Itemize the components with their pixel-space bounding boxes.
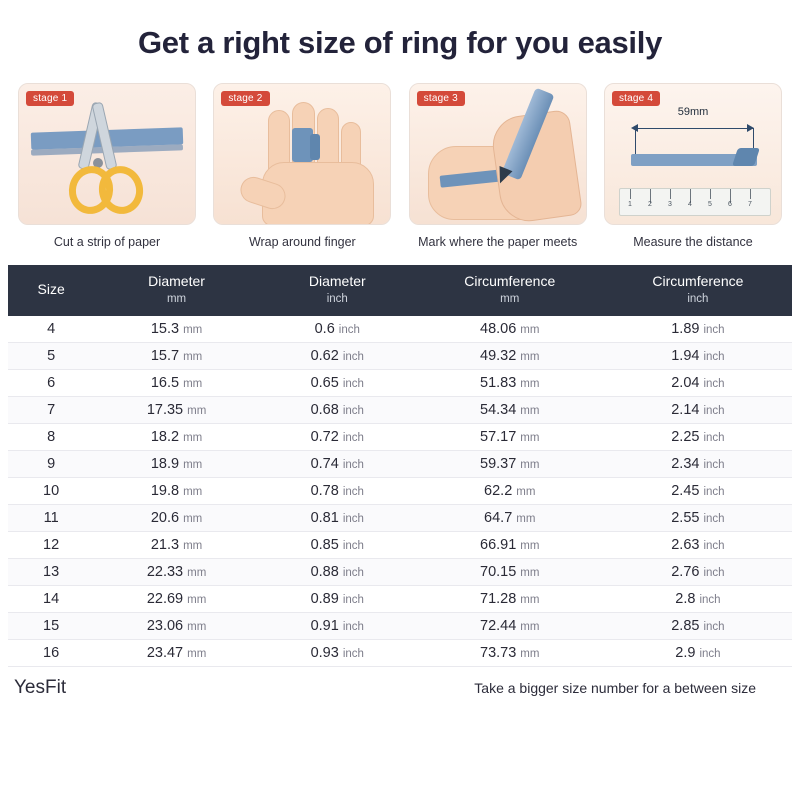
cell-diameter-mm-value: 20.6: [150, 510, 180, 527]
measurement-label: 59mm: [677, 106, 709, 119]
brand-logo: YesFit: [14, 677, 67, 699]
column-header-size-label: Size: [37, 280, 65, 297]
cell-circumference-mm-value: 51.83: [480, 375, 517, 392]
cell-size: [8, 424, 94, 451]
cell-circumference-mm-unit: mm: [520, 405, 540, 418]
column-header-diameter-mm: [94, 265, 259, 316]
cell-size-value: 8: [47, 429, 56, 446]
cell-size: [8, 640, 94, 667]
cell-diameter-mm: [94, 532, 259, 559]
cell-size: [8, 559, 94, 586]
stage-2: [211, 83, 393, 249]
cell-diameter-mm-unit: mm: [183, 513, 203, 526]
cell-diameter-mm-value: 18.2: [150, 429, 180, 446]
cell-diameter-mm-value: 23.06: [146, 618, 184, 635]
cell-circumference-mm-unit: mm: [520, 351, 540, 364]
cell-circumference-mm-unit: mm: [520, 594, 540, 607]
cell-circumference-mm: [416, 424, 604, 451]
cell-diameter-inch-value: 0.89: [310, 591, 339, 608]
cell-circumference-mm-unit: mm: [520, 432, 540, 445]
table-row: [8, 397, 792, 424]
table-body: [8, 316, 792, 667]
cell-size: [8, 586, 94, 613]
cell-circumference-inch-value: 2.14: [671, 402, 700, 419]
cell-diameter-inch: [259, 397, 416, 424]
cell-circumference-mm: [416, 559, 604, 586]
cell-diameter-inch-value: 0.65: [310, 375, 339, 392]
cell-circumference-inch-unit: inch: [703, 621, 725, 634]
cell-circumference-inch-unit: inch: [703, 540, 725, 553]
cell-diameter-inch: [259, 505, 416, 532]
cell-circumference-inch-value: 2.76: [671, 564, 700, 581]
cell-diameter-mm-unit: mm: [187, 621, 207, 634]
column-header-diameter-mm-unit: mm: [166, 292, 187, 305]
column-header-circumference-inch-label: Circumference: [652, 273, 744, 290]
cell-circumference-inch: [604, 316, 792, 343]
cell-diameter-inch: [259, 613, 416, 640]
cell-circumference-inch: [604, 559, 792, 586]
stage-4-image: [604, 83, 782, 225]
cell-diameter-mm-value: 15.7: [150, 348, 180, 365]
ruler-number: 3: [667, 201, 672, 209]
cell-diameter-mm-value: 22.69: [146, 591, 184, 608]
cell-diameter-inch-unit: inch: [342, 432, 364, 445]
cell-circumference-inch-value: 2.9: [675, 645, 696, 662]
table-row: [8, 451, 792, 478]
cell-diameter-mm-unit: mm: [187, 567, 207, 580]
cell-size: [8, 316, 94, 343]
cell-circumference-mm: [416, 640, 604, 667]
table-row: [8, 478, 792, 505]
cell-diameter-inch-unit: inch: [342, 486, 364, 499]
cell-circumference-inch-unit: inch: [703, 486, 725, 499]
cell-size-value: 13: [43, 564, 60, 581]
cell-circumference-inch: [604, 343, 792, 370]
cell-circumference-mm-unit: mm: [520, 567, 540, 580]
cell-circumference-inch-value: 1.89: [671, 321, 700, 338]
cell-diameter-mm-unit: mm: [187, 405, 207, 418]
cell-circumference-mm-value: 49.32: [480, 348, 517, 365]
cell-circumference-inch-value: 2.85: [671, 618, 700, 635]
stage-1: [16, 83, 198, 249]
column-header-diameter-inch: [259, 265, 416, 316]
cell-size-value: 12: [43, 537, 60, 554]
cell-diameter-inch-value: 0.93: [310, 645, 339, 662]
cell-diameter-mm: [94, 586, 259, 613]
cell-circumference-mm-value: 54.34: [480, 402, 517, 419]
cell-diameter-mm: [94, 640, 259, 667]
cell-circumference-mm: [416, 478, 604, 505]
cell-circumference-inch-unit: inch: [703, 459, 725, 472]
stage-1-image: [18, 83, 196, 225]
cell-diameter-mm: [94, 424, 259, 451]
cell-size-value: 7: [47, 402, 56, 419]
column-header-circumference-mm: [416, 265, 604, 316]
cell-circumference-mm: [416, 316, 604, 343]
cell-circumference-mm: [416, 505, 604, 532]
cell-circumference-inch: [604, 532, 792, 559]
column-header-circumference-inch-unit: inch: [687, 292, 709, 305]
stage-3-image: [409, 83, 587, 225]
cell-diameter-inch-unit: inch: [342, 540, 364, 553]
cell-circumference-inch-unit: inch: [703, 432, 725, 445]
ruler-number: 2: [647, 201, 652, 209]
cell-size-value: 4: [47, 321, 56, 338]
cell-diameter-mm: [94, 559, 259, 586]
cell-circumference-inch-unit: inch: [703, 324, 725, 337]
cell-circumference-inch: [604, 451, 792, 478]
cell-diameter-inch-unit: inch: [342, 594, 364, 607]
footer-note: Take a bigger size number for a between size: [474, 680, 756, 697]
cell-diameter-mm-value: 21.3: [150, 537, 180, 554]
cell-circumference-inch: [604, 370, 792, 397]
cell-size-value: 9: [47, 456, 56, 473]
table-row: [8, 640, 792, 667]
ruler-number: 7: [747, 201, 752, 209]
cell-circumference-inch-value: 2.25: [671, 429, 700, 446]
cell-circumference-inch-value: 2.45: [671, 483, 700, 500]
cell-circumference-mm-value: 62.2: [484, 483, 513, 500]
cell-diameter-mm-value: 18.9: [150, 456, 180, 473]
cell-size-value: 15: [43, 618, 60, 635]
cell-diameter-mm: [94, 397, 259, 424]
cell-diameter-inch-unit: inch: [342, 648, 364, 661]
stage-3-caption: Mark where the paper meets: [418, 235, 578, 250]
cell-diameter-mm-value: 15.3: [150, 321, 180, 338]
cell-size-value: 14: [43, 591, 60, 608]
cell-circumference-mm-value: 59.37: [480, 456, 517, 473]
cell-diameter-mm: [94, 613, 259, 640]
cell-circumference-mm-unit: mm: [520, 459, 540, 472]
ruler-number: 6: [727, 201, 732, 209]
stage-4-badge: stage 4: [612, 91, 660, 106]
stage-2-caption: Wrap around finger: [248, 235, 356, 250]
page-title: Get a right size of ring for you easily: [137, 25, 663, 60]
cell-diameter-inch-unit: inch: [342, 567, 364, 580]
cell-circumference-mm-unit: mm: [516, 486, 536, 499]
cell-diameter-inch-unit: inch: [342, 621, 364, 634]
cell-diameter-inch-value: 0.68: [310, 402, 339, 419]
cell-circumference-mm: [416, 343, 604, 370]
stage-3: [407, 83, 589, 249]
column-header-circumference-mm-unit: mm: [500, 292, 520, 305]
cell-diameter-mm: [94, 343, 259, 370]
table-header-row: [8, 265, 792, 316]
cell-circumference-mm: [416, 586, 604, 613]
table-row: [8, 424, 792, 451]
column-header-diameter-inch-unit: inch: [326, 292, 348, 305]
cell-diameter-inch: [259, 559, 416, 586]
cell-diameter-mm-unit: mm: [187, 648, 207, 661]
cell-circumference-mm-unit: mm: [520, 324, 540, 337]
table-row: [8, 316, 792, 343]
stage-3-badge: stage 3: [417, 91, 465, 106]
cell-circumference-inch-unit: inch: [699, 648, 721, 661]
cell-diameter-mm-unit: mm: [183, 378, 203, 391]
cell-diameter-inch: [259, 424, 416, 451]
stage-4: [602, 83, 784, 249]
cell-circumference-inch: [604, 613, 792, 640]
ring-size-table: [8, 265, 792, 667]
cell-diameter-inch-unit: inch: [342, 459, 364, 472]
cell-diameter-mm-value: 19.8: [150, 483, 180, 500]
cell-diameter-mm-unit: mm: [183, 540, 203, 553]
cell-size: [8, 397, 94, 424]
cell-size: [8, 343, 94, 370]
cell-diameter-inch-value: 0.78: [310, 483, 339, 500]
cell-circumference-mm-value: 66.91: [480, 537, 517, 554]
cell-circumference-inch: [604, 424, 792, 451]
cell-diameter-mm-unit: mm: [183, 432, 203, 445]
cell-diameter-mm-unit: mm: [183, 351, 203, 364]
cell-circumference-mm-value: 64.7: [484, 510, 513, 527]
cell-diameter-inch-unit: inch: [342, 378, 364, 391]
cell-circumference-mm: [416, 451, 604, 478]
cell-circumference-inch-unit: inch: [699, 594, 721, 607]
cell-diameter-mm-unit: mm: [187, 594, 207, 607]
cell-circumference-inch-value: 2.34: [671, 456, 700, 473]
cell-diameter-inch-value: 0.6: [314, 321, 335, 338]
ruler-number: 5: [707, 201, 712, 209]
cell-circumference-inch-value: 2.8: [675, 591, 696, 608]
cell-diameter-inch: [259, 478, 416, 505]
column-header-diameter-mm-label: Diameter: [148, 273, 205, 290]
size-table-wrapper: [0, 265, 800, 667]
cell-circumference-inch: [604, 478, 792, 505]
cell-diameter-inch-value: 0.91: [310, 618, 339, 635]
ruler-number: 4: [687, 201, 692, 209]
table-row: [8, 613, 792, 640]
cell-circumference-mm: [416, 613, 604, 640]
cell-circumference-mm-unit: mm: [520, 378, 540, 391]
cell-diameter-inch: [259, 586, 416, 613]
cell-diameter-inch: [259, 532, 416, 559]
cell-diameter-inch: [259, 316, 416, 343]
cell-diameter-mm: [94, 451, 259, 478]
cell-diameter-mm-value: 17.35: [146, 402, 184, 419]
cell-circumference-inch-unit: inch: [703, 378, 725, 391]
cell-diameter-inch: [259, 370, 416, 397]
cell-diameter-mm-unit: mm: [183, 324, 203, 337]
cell-circumference-mm-value: 57.17: [480, 429, 517, 446]
cell-circumference-inch-value: 2.04: [671, 375, 700, 392]
cell-circumference-mm-value: 48.06: [480, 321, 517, 338]
stage-1-badge: stage 1: [26, 91, 74, 106]
cell-diameter-inch-value: 0.85: [310, 537, 339, 554]
cell-size: [8, 532, 94, 559]
cell-diameter-inch: [259, 451, 416, 478]
cell-diameter-inch-unit: inch: [338, 324, 360, 337]
cell-circumference-mm: [416, 397, 604, 424]
cell-diameter-inch-value: 0.88: [310, 564, 339, 581]
paper-wrap-tail-shape: [310, 134, 320, 160]
cell-size: [8, 478, 94, 505]
cell-size-value: 16: [43, 645, 60, 662]
cell-diameter-mm-value: 16.5: [150, 375, 180, 392]
cell-circumference-mm-value: 71.28: [480, 591, 517, 608]
table-row: [8, 586, 792, 613]
cell-diameter-inch-unit: inch: [342, 405, 364, 418]
table-row: [8, 343, 792, 370]
measure-line-shape: [635, 128, 753, 129]
cell-size: [8, 505, 94, 532]
cell-diameter-inch-unit: inch: [342, 351, 364, 364]
cell-diameter-mm-value: 22.33: [146, 564, 184, 581]
table-row: [8, 370, 792, 397]
cell-diameter-inch-unit: inch: [342, 513, 364, 526]
cell-circumference-inch-unit: inch: [703, 513, 725, 526]
cell-circumference-inch-value: 2.55: [671, 510, 700, 527]
cell-circumference-mm-unit: mm: [516, 513, 536, 526]
ruler-shape: [619, 188, 771, 216]
cell-diameter-inch: [259, 343, 416, 370]
cell-size: [8, 613, 94, 640]
cell-size-value: 10: [43, 483, 60, 500]
cell-size-value: 6: [47, 375, 56, 392]
table-header: [8, 265, 792, 316]
cell-diameter-mm: [94, 370, 259, 397]
cell-circumference-mm: [416, 532, 604, 559]
stage-2-badge: stage 2: [221, 91, 269, 106]
cell-circumference-inch: [604, 586, 792, 613]
cell-diameter-inch-value: 0.74: [310, 456, 339, 473]
cell-circumference-inch: [604, 397, 792, 424]
stage-1-caption: Cut a strip of paper: [53, 235, 161, 250]
cell-circumference-mm: [416, 370, 604, 397]
cell-circumference-mm-value: 72.44: [480, 618, 517, 635]
cell-circumference-inch-unit: inch: [703, 567, 725, 580]
column-header-circumference-mm-label: Circumference: [464, 273, 556, 290]
cell-diameter-mm-unit: mm: [183, 486, 203, 499]
cell-diameter-inch-value: 0.72: [310, 429, 339, 446]
cell-size-value: 5: [47, 348, 56, 365]
cell-size-value: 11: [43, 510, 59, 527]
stage-4-caption: Measure the distance: [633, 235, 753, 250]
cell-circumference-inch-unit: inch: [703, 405, 725, 418]
cell-diameter-mm: [94, 505, 259, 532]
stages-row: [0, 61, 800, 249]
cell-diameter-mm-value: 23.47: [146, 645, 184, 662]
cell-circumference-mm-value: 70.15: [480, 564, 517, 581]
cell-circumference-inch-value: 2.63: [671, 537, 700, 554]
stage-2-image: [213, 83, 391, 225]
ruler-number: 1: [627, 201, 632, 209]
cell-circumference-mm-value: 73.73: [480, 645, 517, 662]
cell-circumference-inch-value: 1.94: [671, 348, 700, 365]
cell-diameter-mm-unit: mm: [183, 459, 203, 472]
column-header-diameter-inch-label: Diameter: [308, 273, 366, 290]
cell-size: [8, 451, 94, 478]
column-header-circumference-inch: [604, 265, 792, 316]
cell-circumference-inch-unit: inch: [703, 351, 725, 364]
table-row: [8, 532, 792, 559]
cell-circumference-mm-unit: mm: [520, 621, 540, 634]
cell-circumference-inch: [604, 505, 792, 532]
cell-diameter-inch-value: 0.81: [310, 510, 339, 527]
cell-circumference-inch: [604, 640, 792, 667]
cell-size: [8, 370, 94, 397]
cell-circumference-mm-unit: mm: [520, 648, 540, 661]
table-row: [8, 505, 792, 532]
cell-diameter-mm: [94, 478, 259, 505]
cell-diameter-inch-value: 0.62: [310, 348, 339, 365]
column-header-size: [8, 265, 94, 316]
cell-diameter-inch: [259, 640, 416, 667]
cell-circumference-mm-unit: mm: [520, 540, 540, 553]
footer: [0, 667, 800, 699]
table-row: [8, 559, 792, 586]
cell-diameter-mm: [94, 316, 259, 343]
